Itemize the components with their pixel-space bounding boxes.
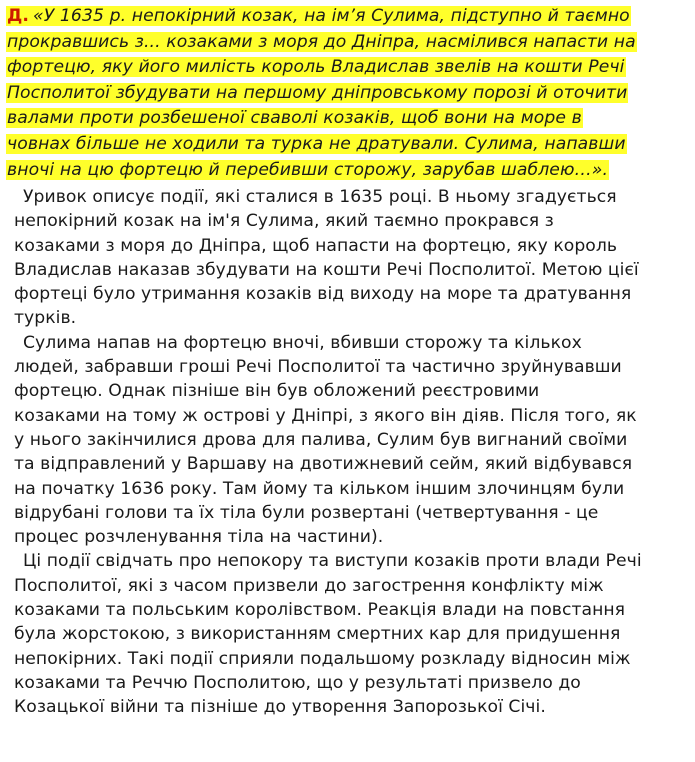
paragraph-2-line: та відправлений у Варшаву на двотижневий сейм, який відбувався xyxy=(14,454,633,475)
quote-text: фортецю, яку його милість король Владислав звелів на кошти Речі xyxy=(7,57,625,78)
source-quote xyxy=(6,4,688,183)
quote-line xyxy=(6,81,688,107)
quote-line xyxy=(6,132,688,158)
paragraph-2-line: фортецю. Однак пізніше він був обложений реєстровими xyxy=(14,381,540,402)
quote-line xyxy=(6,30,688,56)
quote-line xyxy=(6,158,688,184)
quote-line xyxy=(6,55,688,81)
paragraph-1-line: козаками з моря до Дніпра, щоб напасти на фортецю, яку король xyxy=(14,235,618,256)
answer-text xyxy=(14,185,689,720)
paragraph-1-line: Уривок описує події, які сталися в 1635 році. В ньому згадується xyxy=(23,187,617,207)
paragraph-2-line: козаками на тому ж острові у Дніпрі, з якого він діяв. Після того, як xyxy=(14,405,637,426)
quote-line xyxy=(6,106,688,132)
quote-text: вночі на цю фортецю й перебивши сторожу, зарубав шаблею…». xyxy=(7,159,609,180)
quote-text: валами проти розбешеної сваволі козаків, щоб вони на море в xyxy=(7,108,582,129)
paragraph-1-line: Владислав наказав збудувати на кошти Речі Посполитої. Метою цієї xyxy=(14,259,639,280)
paragraph-2-line: людей, забравши гроші Речі Посполитої та частично зруйнувавши xyxy=(14,357,622,378)
paragraph-3-line: непокірних. Такі події сприяли подальшому розкладу відносин між xyxy=(14,648,631,669)
quote-text: Посполитої збудувати на першому дніпровському порозі й оточити xyxy=(7,82,628,103)
paragraph-3-line: Посполитої, які з часом призвели до загострення конфлікту між xyxy=(14,575,604,596)
paragraph-2-line: відрубані голови та їх тіла були розвертані (четвертування - це xyxy=(14,502,599,523)
paragraph-3-line: Ці події свідчать про непокору та виступи козаків проти влади Речі xyxy=(23,551,642,572)
paragraph-3-line: козаками та польським королівством. Реакція влади на повстання xyxy=(14,600,626,621)
paragraph-1-line: турків. xyxy=(14,308,77,329)
paragraph-1-line: фортеці було утримання козаків від виходу на море та дратування xyxy=(14,284,632,305)
paragraph-2-line: Сулима напав на фортецю вночі, вбивши сторожу та кількох xyxy=(23,332,582,353)
paragraph-2-line: у нього закінчилися дрова для палива, Сулим був вигнаний своїми xyxy=(14,429,628,450)
paragraph-3-line: козаками та Реччю Посполитою, що у результаті призвело до xyxy=(14,672,581,693)
item-marker: Д. xyxy=(7,6,30,26)
paragraph-3-line: Козацької війни та пізніше до утворення Запорозької Січі. xyxy=(14,697,546,718)
quote-line xyxy=(6,4,688,30)
paragraph-1-line: непокірний козак на ім'я Сулима, який таємно прокрався з xyxy=(14,211,554,232)
paragraph-2-line: процес розчленування тіла на частини). xyxy=(14,527,384,548)
paragraph-3-line: була жорстокою, з використанням смертних кар для придушення xyxy=(14,624,621,645)
quote-text: човнах більше не ходили та турка не дратували. Сулима, напавши xyxy=(7,133,626,154)
quote-text: «У 1635 р. непокірний козак, на ім’я Сулима, підступно й таємно xyxy=(33,6,630,26)
quote-text: прокравшись з... козаками з моря до Дніпра, насмілився напасти на xyxy=(7,31,636,52)
paragraph-2-line: на початку 1636 року. Там йому та кільком іншим злочинцям були xyxy=(14,478,625,499)
